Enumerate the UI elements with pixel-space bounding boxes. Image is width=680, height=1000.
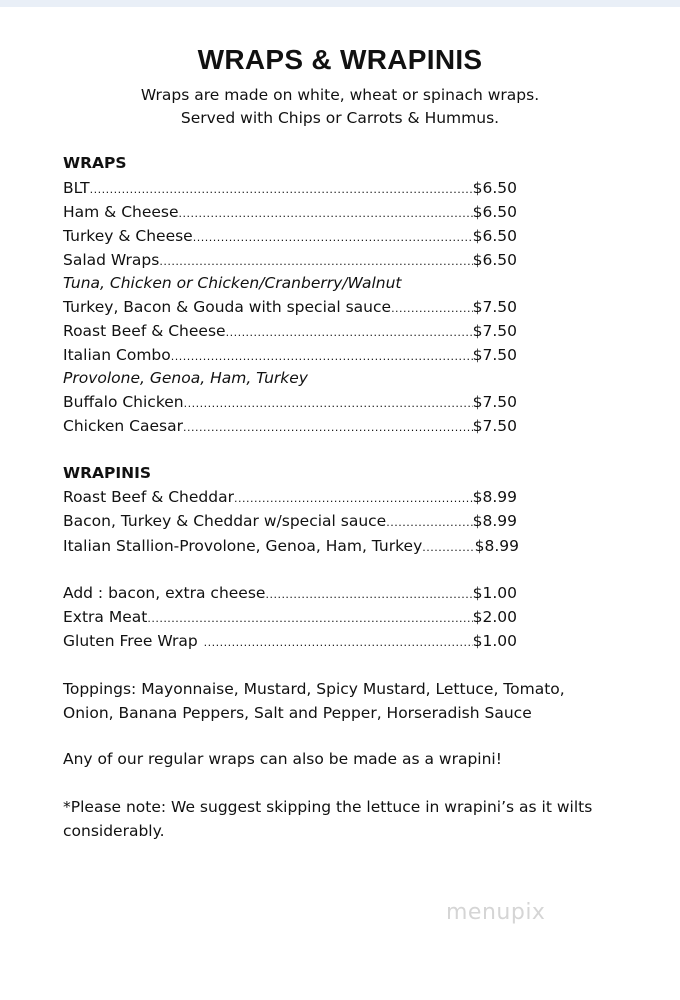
item-price: $6.50 (472, 203, 517, 221)
item-price: $1.00 (472, 632, 517, 650)
item-price: $6.50 (472, 227, 517, 245)
menu-item-extra-meat (63, 606, 517, 628)
wraps-heading: WRAPS (63, 154, 127, 172)
leader-dots (204, 632, 473, 654)
menu-item-chicken-caesar (63, 415, 517, 437)
toppings-line-2: Onion, Banana Peppers, Salt and Pepper, Horseradish Sauce (63, 704, 532, 722)
menu-item-roast-beef-cheddar (63, 486, 517, 508)
menu-item-italian-combo (63, 344, 517, 366)
wrapinis-heading: WRAPINIS (63, 464, 152, 482)
leader-dots (184, 393, 473, 415)
menu-item-gluten-free-wrap (63, 630, 517, 652)
menu-item-blt (63, 177, 517, 199)
item-name: Chicken Caesar (63, 417, 183, 435)
lettuce-note-line-1: *Please note: We suggest skipping the lettuce in wrapini’s as it wilts (63, 798, 593, 816)
item-name: Add : bacon, extra cheese (63, 584, 266, 602)
menu-title: WRAPS & WRAPINIS (197, 44, 483, 75)
leader-dots (422, 537, 474, 559)
item-price: $7.50 (472, 417, 517, 435)
item-name: Roast Beef & Cheese (63, 322, 226, 340)
menu-item-buffalo-chicken (63, 391, 517, 413)
item-price: $8.99 (474, 537, 519, 555)
item-price: $7.50 (472, 322, 517, 340)
item-name: Roast Beef & Cheddar (63, 488, 234, 506)
item-price: $8.99 (472, 488, 517, 506)
item-name: Italian Combo (63, 346, 171, 364)
menu-item-bacon-turkey-cheddar (63, 510, 517, 532)
item-price: $7.50 (472, 298, 517, 316)
leader-dots (147, 608, 472, 630)
menu-item-turkey-bacon-gouda (63, 296, 517, 318)
item-name: Turkey, Bacon & Gouda with special sauce (63, 298, 392, 316)
leader-dots (171, 346, 473, 368)
item-name: Extra Meat (63, 608, 148, 626)
italian-combo-note: Provolone, Genoa, Ham, Turkey (63, 369, 308, 387)
leader-dots (183, 417, 473, 439)
wrapini-note: Any of our regular wraps can also be made as a wrapini! (63, 750, 502, 768)
menu-item-italian-stallion (63, 535, 519, 557)
toppings-line-1: Toppings: Mayonnaise, Mustard, Spicy Mustard, Lettuce, Tomato, (63, 680, 565, 698)
item-name: Gluten Free Wrap (63, 632, 198, 650)
leader-dots (193, 227, 473, 249)
item-price: $2.00 (472, 608, 517, 626)
item-price: $7.50 (472, 393, 517, 411)
salad-wraps-note: Tuna, Chicken or Chicken/Cranberry/Walnut (63, 274, 402, 292)
menu-item-roast-beef-cheese (63, 320, 517, 342)
item-price: $6.50 (472, 251, 517, 269)
item-price: $7.50 (472, 346, 517, 364)
subtitle-line-1: Wraps are made on white, wheat or spinach wraps. (140, 86, 540, 104)
item-price: $1.00 (472, 584, 517, 602)
item-name: Turkey & Cheese (63, 227, 193, 245)
leader-dots (234, 488, 473, 510)
leader-dots (179, 203, 473, 225)
item-name: Salad Wraps (63, 251, 160, 269)
lettuce-note-line-2: considerably. (63, 822, 165, 840)
leader-dots (391, 298, 473, 320)
item-name: Bacon, Turkey & Cheddar w/special sauce (63, 512, 387, 530)
leader-dots (226, 322, 473, 344)
leader-dots (265, 584, 472, 606)
item-name: Buffalo Chicken (63, 393, 184, 411)
item-name: Ham & Cheese (63, 203, 179, 221)
subtitle-line-2: Served with Chips or Carrots & Hummus. (180, 109, 500, 127)
leader-dots (90, 179, 473, 201)
menu-item-salad-wraps (63, 249, 517, 271)
menupix-watermark: menupix (446, 900, 546, 925)
menu-item-turkey-cheese (63, 225, 517, 247)
item-name: BLT (63, 179, 90, 197)
menu-item-add-bacon-cheese (63, 582, 517, 604)
item-name: Italian Stallion-Provolone, Genoa, Ham, Turkey (63, 537, 423, 555)
leader-dots (159, 251, 472, 273)
leader-dots (386, 512, 472, 534)
item-price: $6.50 (472, 179, 517, 197)
menu-item-ham-cheese (63, 201, 517, 223)
item-price: $8.99 (472, 512, 517, 530)
